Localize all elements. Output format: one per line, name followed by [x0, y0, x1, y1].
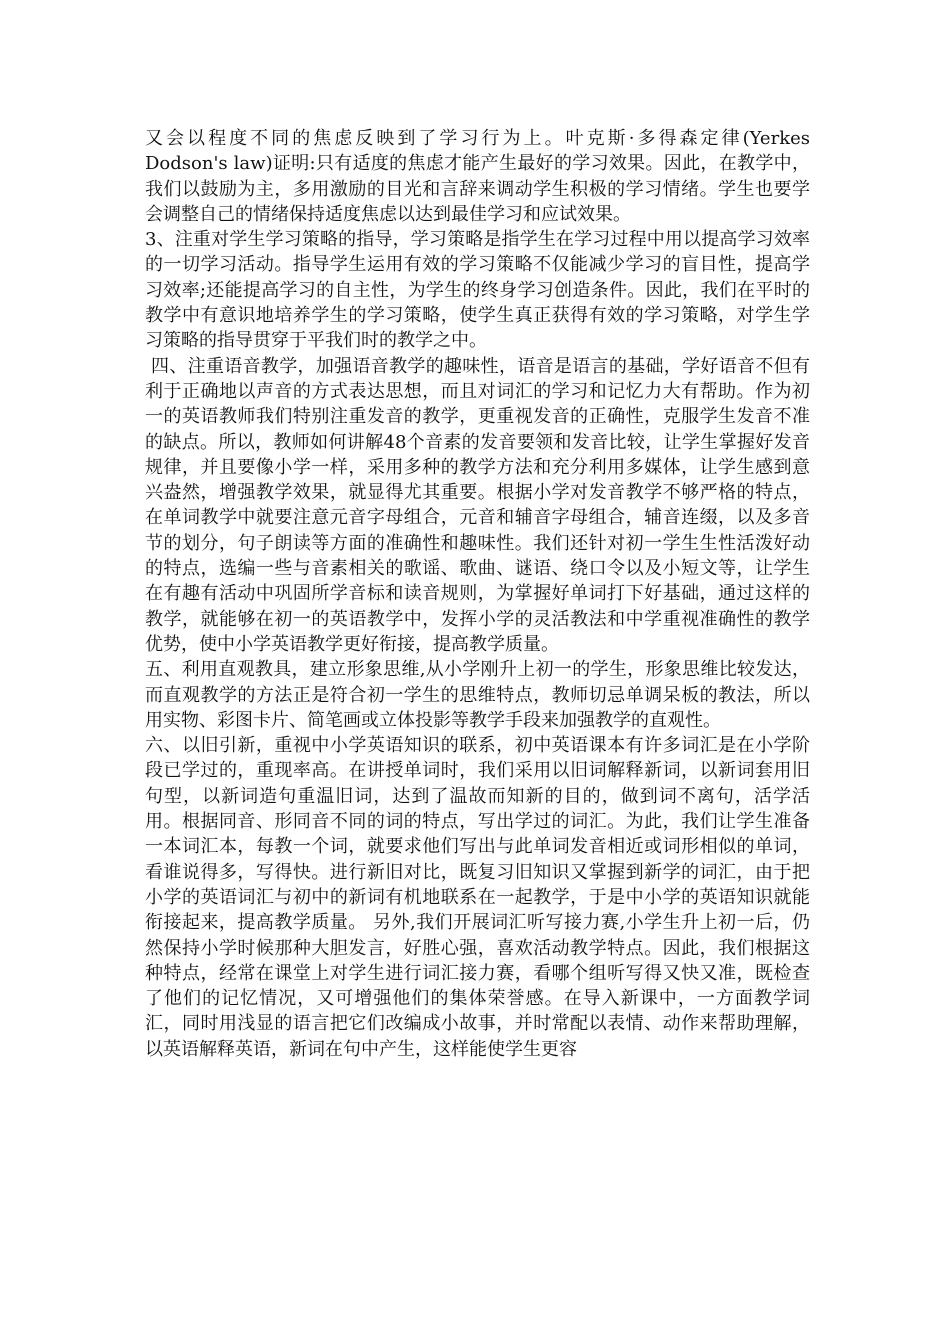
document-body [145, 126, 810, 1062]
paragraph-visual-aids: 五、利用直观教具，建立形象思维,从小学刚升上初一的学生，形象思维比较发达，而直观教学的方法正是符合初一学生的思维特点，教师切忌单调呆板的教法，所以用实物、彩图卡片、简笔画或立体投影等教学手段来加强教学的直观性。 [145, 659, 810, 731]
paragraph-phonetics-teaching: 四、注重语音教学，加强语音教学的趣味性，语音是语言的基础，学好语音不但有利于正确地以声音的方式表达思想，而且对词汇的学习和记忆力大有帮助。作为初一的英语教师我们特别注重发音的教学，更重视发音的正确性，克服学生发音不准的缺点。所以，教师如何讲解48个音素的发音要领和发音比较，让学生掌握好发音规律，并且要像小学一样，采用多种的教学方法和充分利用多媒体，让学生感到意兴盎然，增强教学效果，就显得尤其重要。根据小学对发音教学不够严格的特点，在单词教学中就要注意元音字母组合，元音和辅音字母组合，辅音连缀，以及多音节的划分，句子朗读等方面的准确性和趣味性。我们还针对初一学生生性活泼好动的特点，选编一些与音素相关的歌谣、歌曲、谜语、绕口令以及小短文等，让学生在有趣有活动中巩固所学音标和读音规则，为掌握好单词打下好基础，通过这样的教学，就能够在初一的英语教学中，发挥小学的灵活教法和中学重视准确性的教学优势，使中小学英语教学更好衔接，提高教学质量。 [145, 355, 810, 655]
paragraph-anxiety: 又会以程度不同的焦虑反映到了学习行为上。叶克斯·多得森定律(Yerkes Dodson's law)证明:只有适度的焦虑才能产生最好的学习效果。因此，在教学中，我们以鼓励为主，多用激励的目光和言辞来调动学生积极的学习情绪。学生也要学会调整自己的情绪保持适度焦虑以达到最佳学习和应试效果。 [145, 128, 810, 225]
paragraph-learning-strategy: 3、注重对学生学习策略的指导，学习策略是指学生在学习过程中用以提高学习效率的一切学习活动。指导学生运用有效的学习策略不仅能减少学习的盲目性，提高学习效率;还能提高学习的自主性，为学生的终身学习创造条件。因此，我们在平时的教学中有意识地培养学生的学习策略，使学生真正获得有效的学习策略，对学生学习策略的指导贯穿于平我们时的教学之中。 [145, 229, 810, 352]
paragraph-vocabulary-review: 六、以旧引新，重视中小学英语知识的联系，初中英语课本有许多词汇是在小学阶段已学过的，重现率高。在讲授单词时，我们采用以旧词解释新词，以新词套用旧句型，以新词造句重温旧词，达到了温故而知新的目的，做到词不离句，活学活用。根据同音、形同音不同的词的特点，写出学过的词汇。为此，我们让学生准备一本词汇本，每教一个词，就要求他们写出与此单词发音相近或词形相似的单词，看谁说得多，写得快。进行新旧对比，既复习旧知识又掌握到新学的词汇，由于把小学的英语词汇与初中的新词有机地联系在一起教学，于是中小学的英语知识就能衔接起来，提高教学质量。 另外,我们开展词汇听写接力赛,小学生升上初一后，仍然保持小学时候那种大胆发言，好胜心强，喜欢活动教学特点。因此，我们根据这种特点，经常在课堂上对学生进行词汇接力赛，看哪个组听写得又快又准，既检查了他们的记忆情况，又可增强他们的集体荣誉感。在导入新课中，一方面教学词汇，同时用浅显的语言把它们改编成小故事，并时常配以表情、动作来帮助理解，以英语解释英语，新词在句中产生，这样能使学生更容 [145, 735, 810, 1060]
